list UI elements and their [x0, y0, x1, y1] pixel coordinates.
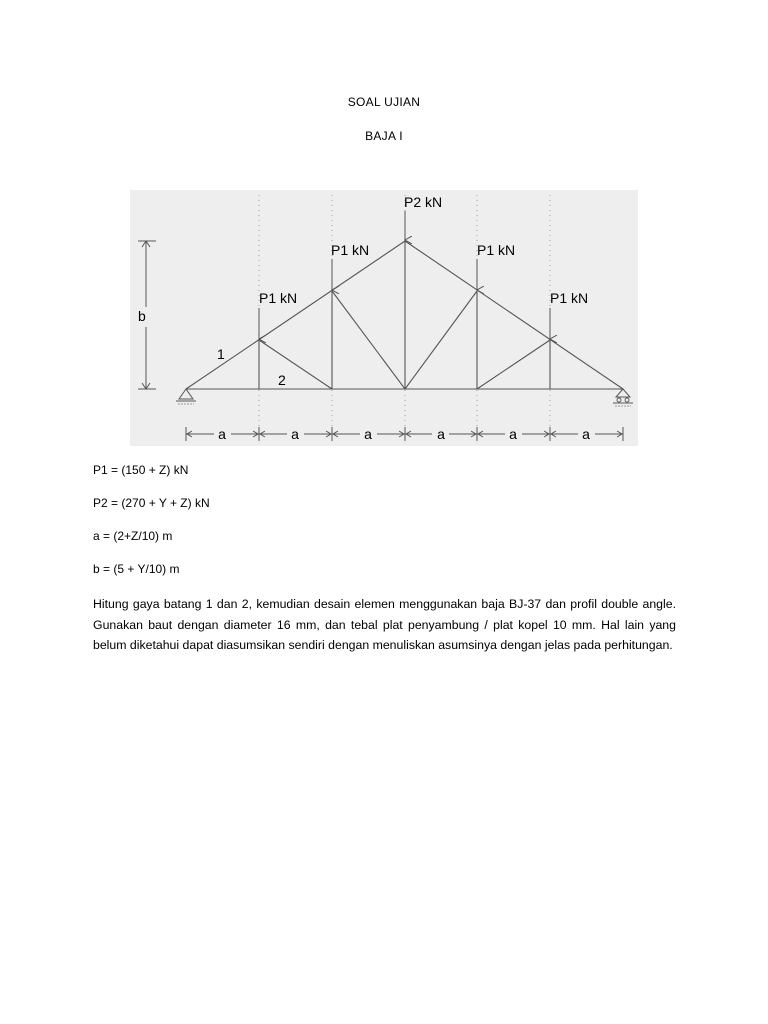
- roller-support-right: [613, 389, 633, 406]
- page-subtitle: BAJA I: [365, 129, 403, 143]
- span-label: a: [364, 426, 372, 442]
- load-label-p1: P1 kN: [259, 290, 298, 306]
- pin-support-left: [176, 389, 196, 404]
- member-2-label: 2: [278, 372, 286, 388]
- equation-p1: P1 = (150 + Z) kN: [93, 463, 189, 477]
- load-label-p1: P1 kN: [331, 242, 370, 258]
- top-chord-left: [186, 241, 405, 389]
- span-label: a: [582, 426, 590, 442]
- span-label: a: [437, 426, 445, 442]
- truss-drawing: [130, 190, 638, 446]
- height-label: b: [138, 308, 146, 324]
- span-label: a: [218, 426, 226, 442]
- span-label: a: [291, 426, 299, 442]
- load-label-p1: P1 kN: [477, 242, 516, 258]
- top-chord-right: [405, 241, 623, 389]
- page-title: SOAL UJIAN: [347, 95, 421, 109]
- member-1-label: 1: [217, 346, 225, 362]
- equation-b: b = (5 + Y/10) m: [93, 562, 180, 576]
- equation-a: a = (2+Z/10) m: [93, 529, 173, 543]
- equation-p2: P2 = (270 + Y + Z) kN: [93, 496, 210, 510]
- truss-members: [186, 241, 623, 389]
- instruction-paragraph: Hitung gaya batang 1 dan 2, kemudian desain elemen menggunakan baja BJ-37 dan profil double angle. Gunakan baut dengan diameter 16 mm, dan tebal plat penyambung / plat kopel 10 mm. Hal lain yang belum diketahui dapat diasumsikan sendiri dengan menuliskan asumsinya dengan jelas pada perhitungan.: [93, 597, 676, 652]
- load-label-p1: P1 kN: [550, 290, 589, 306]
- span-dimension: [186, 427, 623, 441]
- load-label-p2: P2 kN: [404, 194, 443, 210]
- span-label: a: [509, 426, 517, 442]
- truss-diagram: [130, 190, 638, 446]
